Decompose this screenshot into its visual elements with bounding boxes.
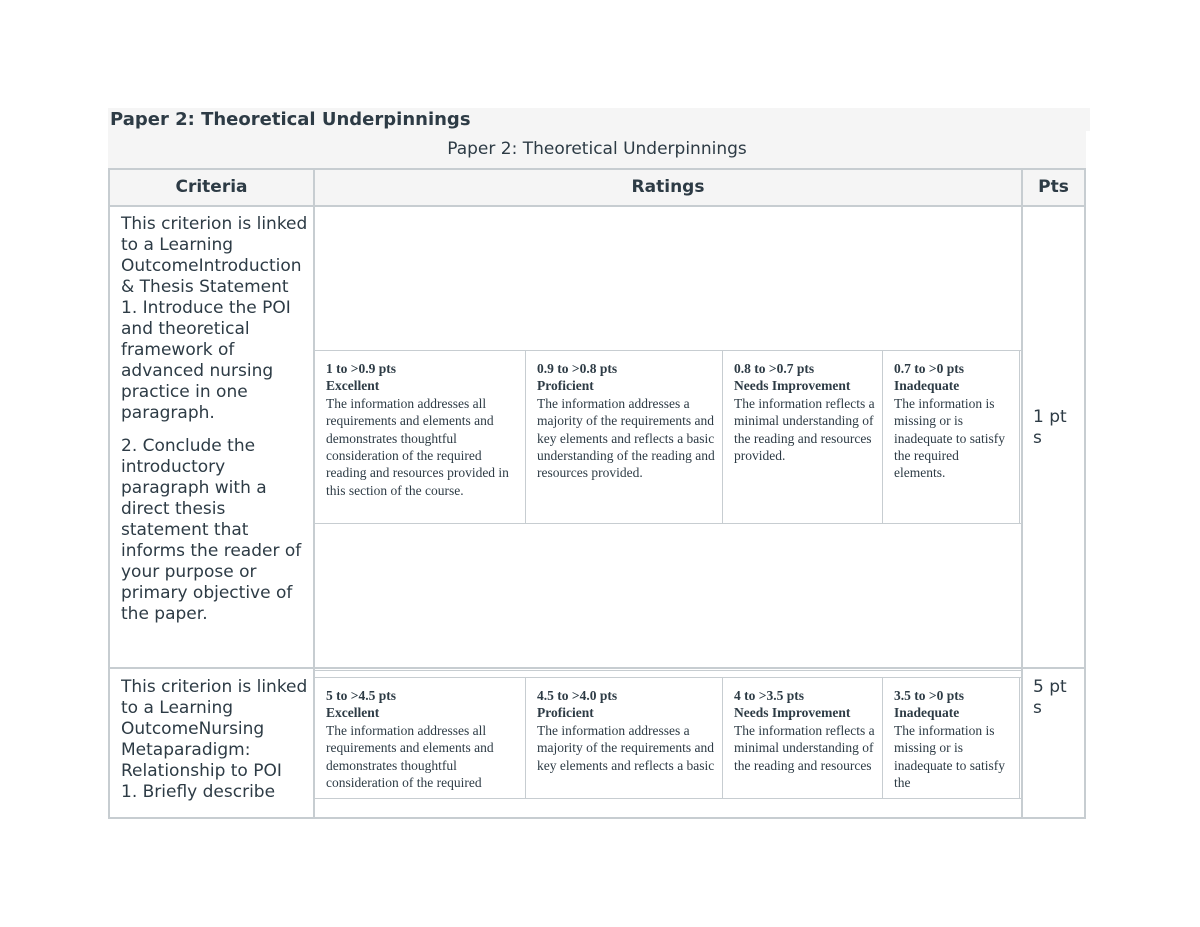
column-header-criteria: Criteria	[175, 177, 248, 197]
rating-level: Proficient	[537, 378, 594, 394]
rating-range: 1 to >0.9 pts	[326, 361, 396, 376]
ratings-table-1-right	[1019, 350, 1020, 524]
rating-level: Needs Improvement	[734, 378, 851, 394]
rating-description: The information addresses all requirements and elements and demonstrates thoughtful consideration of the required	[326, 722, 494, 791]
rating-range: 3.5 to >0 pts	[894, 688, 964, 703]
rating-description: The information is missing or is inadequate to satisfy the required elements.	[894, 395, 1005, 481]
rating-level: Proficient	[537, 705, 594, 721]
rating-level: Inadequate	[894, 705, 960, 721]
column-divider-pts	[1021, 168, 1023, 819]
rating-cell	[526, 678, 722, 798]
rating-range: 0.8 to >0.7 pts	[734, 361, 815, 376]
criterion-point: 1. Briefly describe	[121, 782, 276, 802]
criterion-points: 1 pts	[1033, 407, 1067, 448]
criterion-points: 5 pts	[1033, 677, 1067, 718]
column-header-ratings: Ratings	[631, 177, 705, 197]
rating-cell	[315, 678, 525, 798]
rating-cell	[883, 678, 1019, 798]
ratings-table-1-bottom	[315, 523, 1021, 524]
criterion-point: 1. Introduce the POI and theoretical framework of advanced nursing practice in one paragraph.	[121, 298, 297, 423]
rating-description: The information addresses a majority of the requirements and key elements and reflects a basic understanding of the reading and resources provided.	[537, 395, 715, 481]
criterion-title: This criterion is linked to a Learning OutcomeIntroduction & Thesis Statement	[121, 214, 313, 297]
rating-level: Excellent	[326, 705, 380, 721]
table-border-bottom	[108, 817, 1086, 819]
criterion-title: This criterion is linked to a Learning OutcomeNursing Metaparadigm: Relationship to POI	[121, 677, 313, 781]
header-row-divider	[108, 205, 1086, 207]
rating-description: The information addresses a majority of the requirements and key elements and reflects a basic	[537, 722, 715, 773]
rating-range: 4.5 to >4.0 pts	[537, 688, 618, 703]
rating-range: 0.9 to >0.8 pts	[537, 361, 618, 376]
rating-range: 0.7 to >0 pts	[894, 361, 964, 376]
table-border-top	[108, 168, 1086, 170]
criterion-description	[121, 677, 313, 805]
criterion-point: 2. Conclude the introductory paragraph with a direct thesis statement that informs the reader of your purpose or primary objective of the paper.	[121, 436, 307, 624]
rating-cell	[723, 678, 882, 798]
rating-cell	[315, 351, 525, 523]
row-divider-inner	[313, 670, 1023, 671]
rubric-caption: Paper 2: Theoretical Underpinnings	[447, 139, 747, 159]
page-title: Paper 2: Theoretical Underpinnings	[110, 109, 471, 130]
rating-cell	[883, 351, 1019, 523]
ratings-table-2-bottom	[315, 798, 1021, 799]
ratings-table-2-right	[1019, 677, 1020, 799]
rating-range: 4 to >3.5 pts	[734, 688, 804, 703]
rating-description: The information reflects a minimal understanding of the reading and resources provided.	[734, 395, 875, 464]
rating-description: The information is missing or is inadequate to satisfy the	[894, 722, 1005, 791]
rating-description: The information addresses all requirements and elements and demonstrates thoughtful consideration of the required reading and resources provided in this section of the course.	[326, 395, 509, 498]
rating-level: Excellent	[326, 378, 380, 394]
rating-range: 5 to >4.5 pts	[326, 688, 396, 703]
row-divider	[108, 667, 1086, 669]
column-header-pts: Pts	[1038, 177, 1069, 197]
rating-level: Needs Improvement	[734, 705, 851, 721]
rating-description: The information reflects a minimal understanding of the reading and resources	[734, 722, 875, 773]
rating-cell	[526, 351, 722, 523]
table-border-right	[1084, 168, 1086, 819]
table-border-left	[108, 168, 110, 819]
rating-level: Inadequate	[894, 378, 960, 394]
rating-cell	[723, 351, 882, 523]
criterion-description	[121, 214, 313, 625]
